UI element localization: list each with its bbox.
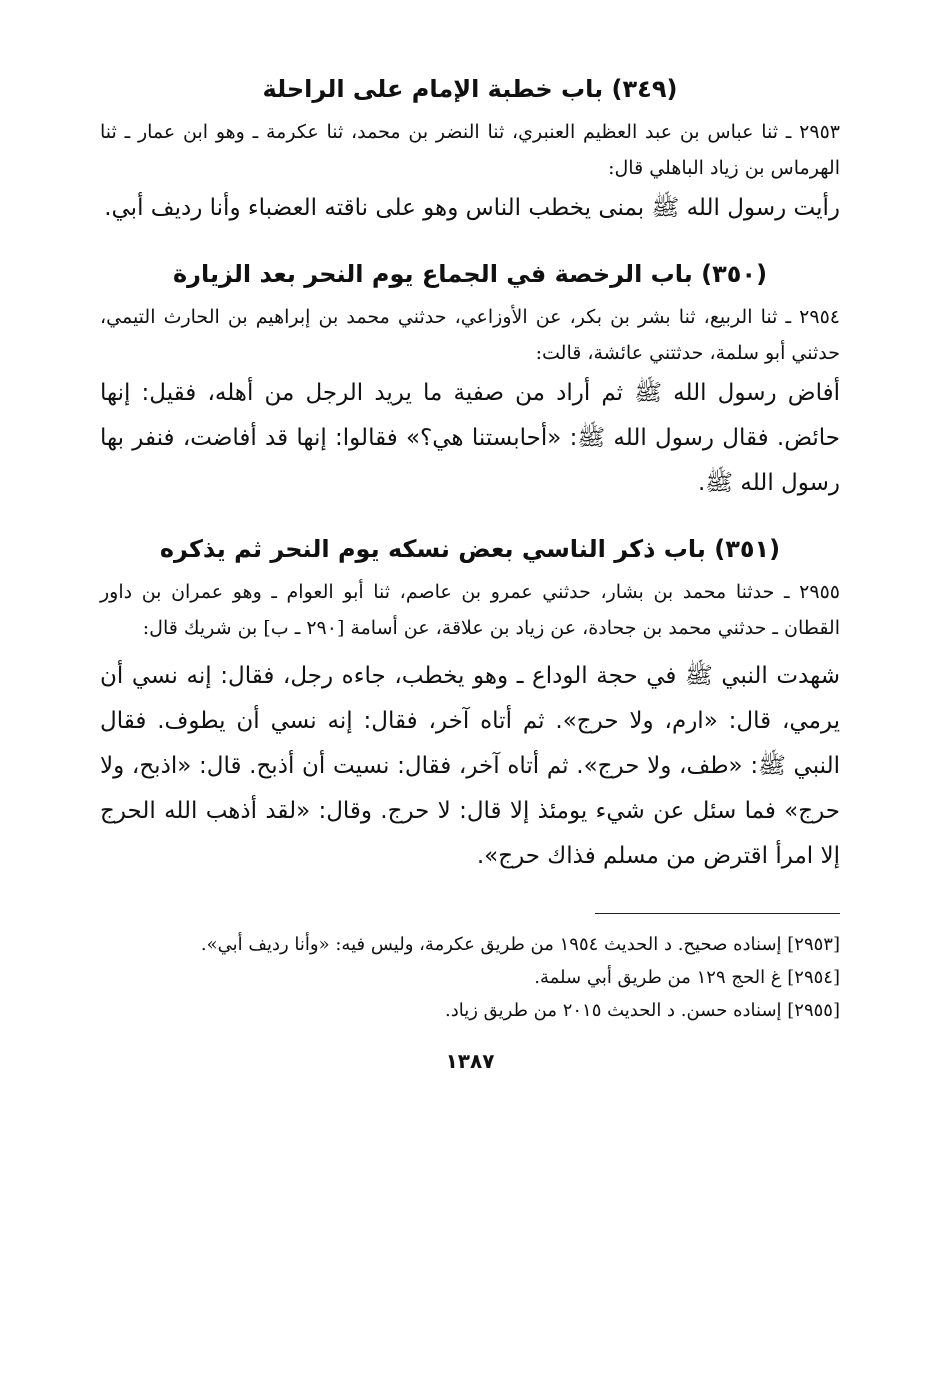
hadith-isnad-2955: ٢٩٥٥ ـ حدثنا محمد بن بشار، حدثني عمرو بن عاصم، ثنا أبو العوام ـ وهو عمران بن داور القطان ـ حدثني محمد بن جحادة، عن زياد بن علاقة، عن أسامة [٢٩٠ ـ ب] بن شريك قال: bbox=[100, 581, 840, 639]
hadith-isnad-2953: ٢٩٥٣ ـ ثنا عباس بن عبد العظيم العنبري، ثنا النضر بن محمد، ثنا عكرمة ـ وهو ابن عمار ـ ثنا الهرماس بن زياد الباهلي قال: bbox=[100, 121, 840, 179]
footnote-2954: [٢٩٥٤] غ الحج ١٢٩ من طريق أبي سلمة. bbox=[534, 967, 840, 988]
hadith-matn-2953: رأيت رسول الله ﷺ بمنى يخطب الناس وهو على ناقته العضباء وأنا رديف أبي. bbox=[104, 195, 840, 221]
hadith-matn-2955: شهدت النبي ﷺ في حجة الوداع ـ وهو يخطب، جاءه رجل، فقال: إنه نسي أن يرمي، قال: «ارم، ولا حرج». ثم أتاه آخر، فقال: إنه نسي أن يطوف. فقال النبي ﷺ: «طف، ولا حرج». ثم أتاه آخر، فقال: نسيت أن أذبح. قال: «اذبح، ولا حرج» فما سئل عن شيء يومئذ إلا قال: لا حرج. وقال: «لقد أذهب الله الحرج إلا امرأ اقترض من مسلم فذاك حرج». bbox=[100, 663, 840, 869]
hadith-matn-2954: أفاض رسول الله ﷺ ثم أراد من صفية ما يريد الرجل من أهله، فقيل: إنها حائض. فقال رسول الله ﷺ: «أحابستنا هي؟» فقالوا: إنها قد أفاضت، فنفر بها رسول الله ﷺ. bbox=[100, 380, 840, 496]
chapter-heading-350: (٣٥٠) باب الرخصة في الجماع يوم النحر بعد الزيارة bbox=[172, 260, 768, 288]
page-number: ١٣٨٧ bbox=[445, 1049, 495, 1073]
footnote-2953: [٢٩٥٣] إسناده صحيح. د الحديث ١٩٥٤ من طريق عكرمة، وليس فيه: «وأنا رديف أبي». bbox=[200, 934, 840, 955]
hadith-isnad-2954: ٢٩٥٤ ـ ثنا الربيع، ثنا بشر بن بكر، عن الأوزاعي، حدثني محمد بن إبراهيم بن الحارث التيمي، حدثني أبو سلمة، حدثتني عائشة، قالت: bbox=[100, 306, 840, 364]
chapter-heading-351: (٣٥١) باب ذكر الناسي بعض نسكه يوم النحر ثم يذكره bbox=[159, 535, 781, 563]
footnote-divider bbox=[595, 913, 840, 914]
footnote-2955: [٢٩٥٥] إسناده حسن. د الحديث ٢٠١٥ من طريق زياد. bbox=[444, 1000, 840, 1021]
chapter-heading-349: (٣٤٩) باب خطبة الإمام على الراحلة bbox=[262, 75, 678, 103]
book-page bbox=[100, 72, 840, 1073]
